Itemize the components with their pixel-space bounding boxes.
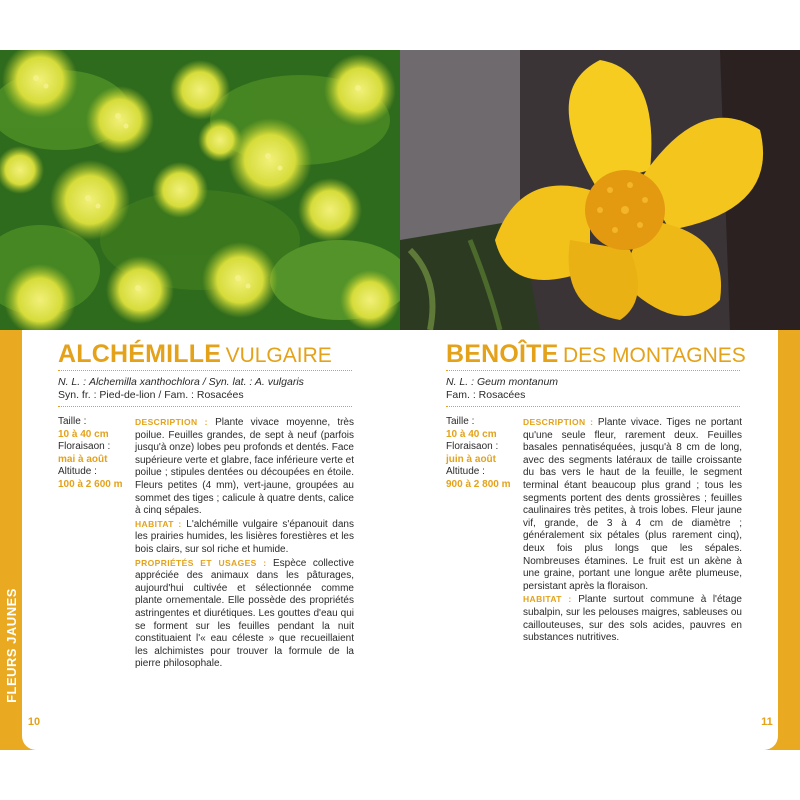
alchemilla-photo <box>0 50 400 330</box>
left-floraison-label: Floraisaon : <box>58 441 111 453</box>
left-names <box>58 376 304 402</box>
right-habitat-text: Plante surtout commune à l'étage subalpin, sur les pelouses maigres, sableuses ou caillouteuses, sur des sols acides, pauvres en substances nutritives. <box>523 594 742 644</box>
left-description-text: Plante vivace moyenne, très poilue. Feuilles grandes, de sept à neuf (parfois jusqu'à onze) lobes peu profonds et dentés. Face supérieure verte et glabre, face inférieure verte et poilue ; stipules dentées ou découpées en étoile. Fleurs petites (4 mm), vert-jaune, groupées au sommet des tiges ; calicule à quatre dents, calice à cinq sépales. <box>135 417 355 517</box>
left-section-tab-label: FLEURS JAUNES <box>3 587 19 703</box>
left-sidebar <box>58 416 123 492</box>
left-altitude-value: 100 à 2 600 m <box>58 478 123 490</box>
right-names-divider <box>446 406 740 407</box>
right-floraison-value: juin à août <box>446 453 496 465</box>
left-proprietes-text: Espèce collective appréciée des animaux dans les pâturages, aujourd'hui cultivée et sélectionnée comme plante ornementale. Elle possède des propriétés astringentes et diurétiques. Les gouttes d'eau qui se forment sur les feuilles pendant la nuit constituaient l'« eau céleste » que recueillaient les alchimistes pour trouver la formule de la pierre philosophale. <box>135 557 355 670</box>
right-nl-label: N. L. : <box>446 376 475 388</box>
right-page-number: 11 <box>756 711 778 733</box>
right-nl-value: Geum montanum <box>476 376 559 388</box>
right-floraison-label: Floraisaon : <box>446 441 499 453</box>
right-names <box>446 376 558 402</box>
left-section-tab <box>1 587 21 703</box>
left-nl-value: Alchemilla xanthochlora / Syn. lat. : A. vulgaris <box>88 376 304 388</box>
right-habitat-label: HABITAT : <box>523 594 572 605</box>
left-title-divider <box>58 370 352 371</box>
left-nl-label: N. L. : <box>58 376 87 388</box>
left-taille-value: 10 à 40 cm <box>58 428 109 440</box>
left-proprietes-label: PROPRIÉTÉS ET USAGES : <box>135 557 267 568</box>
left-habitat-text: L'alchémille vulgaire s'épanouit dans les prairies humides, les lisières forestières et les bois clairs, sur sol riche et humide. <box>135 518 354 555</box>
right-altitude-label: Altitude : <box>446 466 485 478</box>
right-body <box>523 416 742 645</box>
left-habitat-label: HABITAT : <box>135 518 182 529</box>
left-page-number: 10 <box>23 711 45 733</box>
right-description-label: DESCRIPTION : <box>523 417 594 427</box>
right-title-rest: DES MONTAGNES <box>562 344 746 367</box>
left-title-main: ALCHÉMILLE <box>58 340 222 368</box>
right-section-tab <box>757 587 777 703</box>
left-names-divider <box>58 406 352 407</box>
right-description-text: Plante vivace. Tiges ne portant qu'une seule fleur, rarement deux. Feuilles basales pennatiséquées, jusqu'à 8 cm de long, avec des segments latéraux de taille croissante du bas vers le haut de la feuille, le segment terminal étant beaucoup plus grand ; tous les segments portent des dents grossières ; feuilles caulinaires très petites, à trois lobes. Fleur jaune vif, grande, de 3 à 4 cm de diamètre ; généralement six pétales (plus rarement cinq), deux fois plus longs que les sépales. Nombreuses étamines. Le fruit est un akène à une graine, portant une longue arête plumeuse, persistant après la floraison. <box>523 417 742 592</box>
right-altitude-value: 900 à 2 800 m <box>446 478 511 490</box>
left-taille-label: Taille : <box>58 416 87 427</box>
left-altitude-label: Altitude : <box>58 466 97 478</box>
left-body <box>135 416 354 671</box>
left-description-label: DESCRIPTION : <box>135 417 208 427</box>
geum-photo <box>400 50 800 330</box>
right-taille-value: 10 à 40 cm <box>446 428 497 440</box>
left-floraison-value: mai à août <box>58 453 108 465</box>
left-syn-line: Syn. fr. : Pied-de-lion / Fam. : Rosacées <box>58 389 244 401</box>
right-syn-line: Fam. : Rosacées <box>446 389 526 401</box>
left-title-rest: VULGAIRE <box>225 344 332 367</box>
geum-photo-image <box>400 50 800 330</box>
right-title-main: BENOÎTE <box>446 340 559 368</box>
right-title-divider <box>446 370 740 371</box>
right-taille-label: Taille : <box>446 416 475 427</box>
left-title <box>58 340 332 369</box>
right-title <box>446 340 746 369</box>
right-sidebar <box>446 416 511 492</box>
right-section-tab-label: FLEURS JAUNES <box>759 587 775 703</box>
alchemilla-photo-image <box>0 50 400 330</box>
